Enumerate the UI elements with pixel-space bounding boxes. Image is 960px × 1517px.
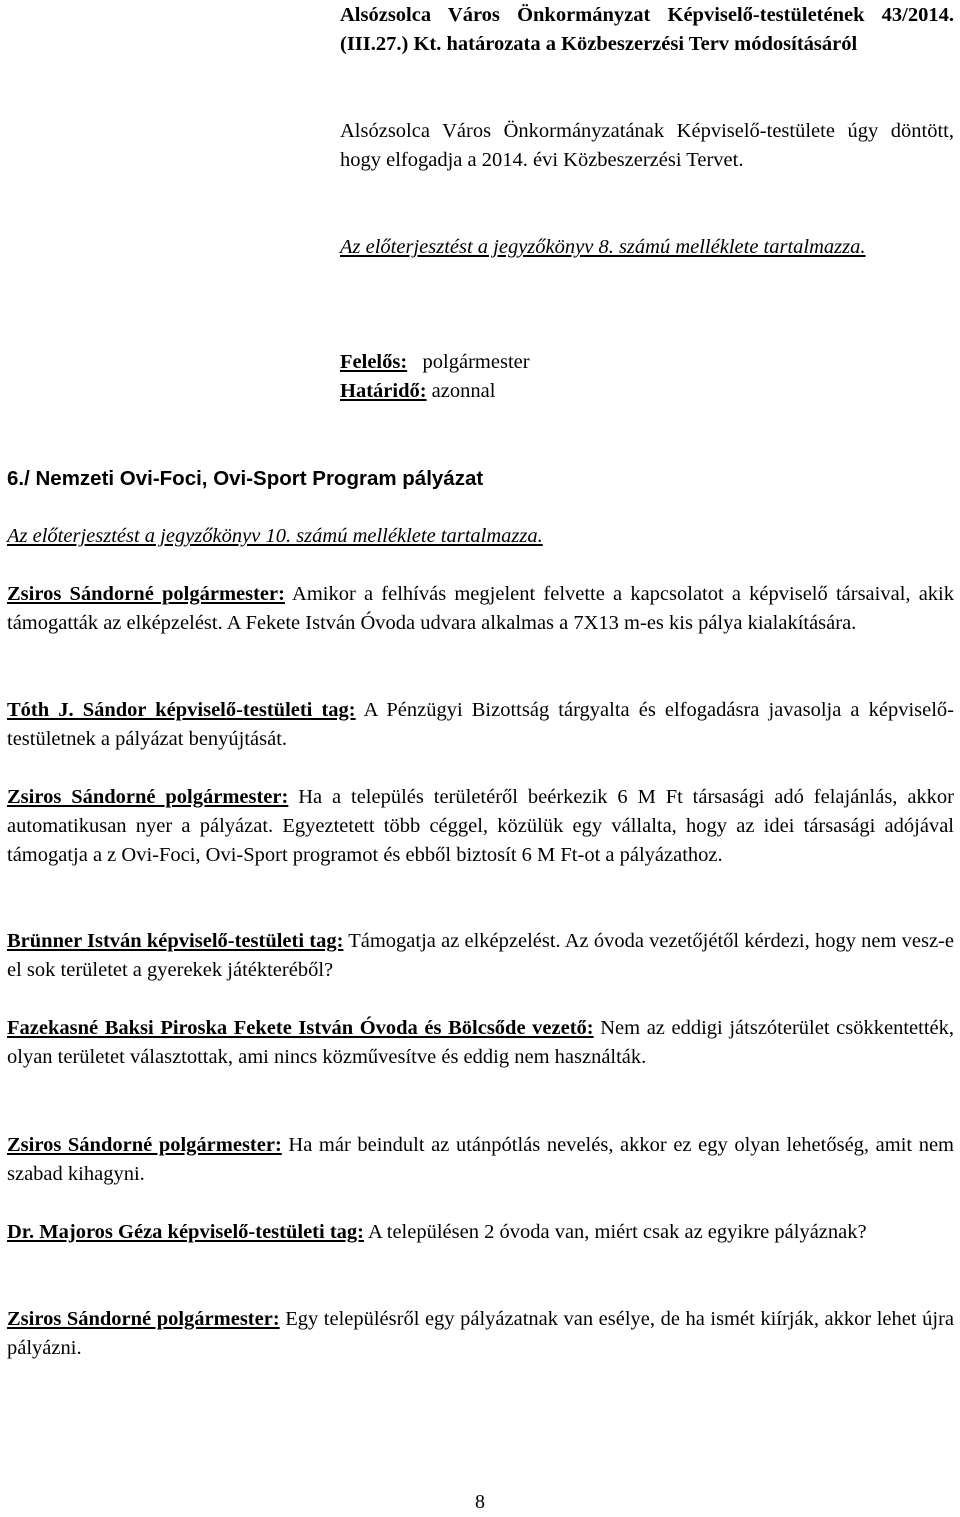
statement: [7, 580, 954, 638]
statement: [7, 1014, 954, 1072]
statement: [7, 1131, 954, 1189]
statement-text: Amikor a felhívás megjelent felvette a kapcsolatot a képviselő társaival, akik támogatták az elképzelést. A Fekete István Óvoda udvara alkalmas a 7X13 m-es kis pálya kialakítására.: [7, 583, 954, 634]
responsible-line: [340, 348, 954, 377]
statement-text: Ha a település területéről beérkezik 6 M Ft társasági adó felajánlás, akkor automatikusan nyer a pályázat. Egyeztetett több céggel, közülük egy vállalta, hogy az idei társasági adójával támogatja a z Ovi-Foci, Ovi-Sport programot és ebből biztosít 6 M Ft-ot a pályázathoz.: [7, 786, 954, 866]
statement: [7, 1305, 954, 1363]
page-number: 8: [475, 1491, 485, 1513]
statement-text: Támogatja az elképzelést. Az óvoda vezetőjétől kérdezi, hogy nem vesz-e el sok területet a gyerekek játékteréből?: [7, 930, 954, 981]
speaker-name: Zsiros Sándorné polgármester:: [7, 1308, 280, 1330]
speaker-name: Dr. Majoros Géza képviselő-testületi tag:: [7, 1221, 364, 1243]
resolution-attachment-note: Az előterjesztést a jegyzőkönyv 8. számú melléklete tartalmazza.: [340, 236, 866, 258]
deadline-line: [340, 377, 954, 406]
statement: [7, 783, 954, 870]
speaker-name: Tóth J. Sándor képviselő-testületi tag:: [7, 699, 356, 721]
speaker-name: Zsiros Sándorné polgármester:: [7, 1134, 282, 1156]
speaker-name: Fazekasné Baksi Piroska Fekete István Óvoda és Bölcsőde vezető:: [7, 1017, 594, 1039]
statement-text: A Pénzügyi Bizottság tárgyalta és elfogadásra javasolja a képviselő-testületnek a pályázat benyújtását.: [7, 699, 954, 750]
statement-text: Nem az eddigi játszóterület csökkentették, olyan területet választottak, ami nincs közművesítve és eddig nem használták.: [7, 1017, 954, 1068]
speaker-name: Zsiros Sándorné polgármester:: [7, 786, 289, 808]
statement: [7, 696, 954, 754]
speaker-name: Brünner István képviselő-testületi tag:: [7, 930, 344, 952]
agenda-heading: 6./ Nemzeti Ovi-Foci, Ovi-Sport Program pályázat: [7, 467, 484, 490]
statement: [7, 1218, 954, 1247]
resolution-body: Alsózsolca Város Önkormányzatának Képviselő-testülete úgy döntött, hogy elfogadja a 2014. évi Közbeszerzési Tervet.: [340, 120, 954, 171]
resolution-title: Alsózsolca Város Önkormányzat Képviselő-testületének 43/2014. (III.27.) Kt. határozata a Közbeszerzési Terv módosításáról: [340, 4, 954, 55]
agenda-attachment-note: Az előterjesztést a jegyzőkönyv 10. számú melléklete tartalmazza.: [7, 525, 543, 547]
responsible-value: polgármester: [422, 351, 530, 373]
statement-text: Ha már beindult az utánpótlás nevelés, akkor ez egy olyan lehetőség, amit nem szabad kihagyni.: [7, 1134, 954, 1185]
deadline-label: Határidő:: [340, 380, 427, 402]
statement: [7, 927, 954, 985]
statement-text: Egy településről egy pályázatnak van esélye, de ha ismét kiírják, akkor lehet újra pályázni.: [7, 1308, 954, 1359]
speaker-name: Zsiros Sándorné polgármester:: [7, 583, 285, 605]
statement-text: A településen 2 óvoda van, miért csak az egyikre pályáznak?: [363, 1221, 867, 1243]
deadline-value: azonnal: [431, 380, 496, 402]
responsible-label: Felelős:: [340, 351, 408, 373]
